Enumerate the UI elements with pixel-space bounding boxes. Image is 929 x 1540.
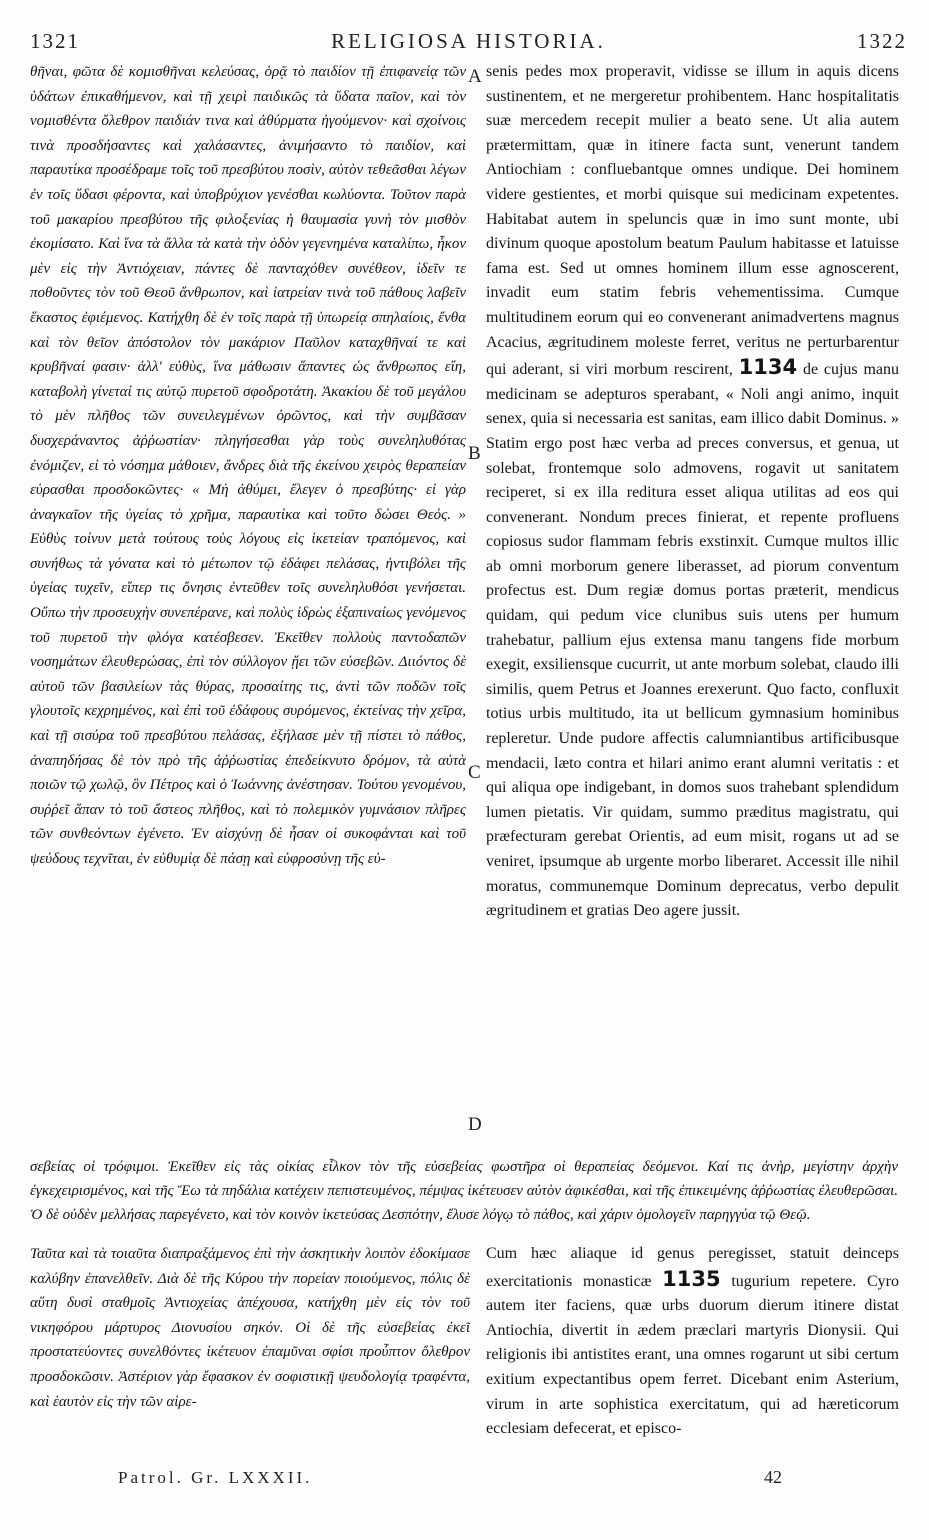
latin-paragraph-bottom	[486, 1242, 899, 1442]
latin-paragraph-top	[486, 60, 899, 924]
sheet-number: 42	[764, 1467, 782, 1487]
greek-text-full: σεβείας οἱ τρόφιμοι. Ἐκεῖθεν εἰς τὰς οἰκίας εἷλκον τὸν τῆς εὐσεβείας φωστῆρα οἱ θεραπείας δεόμενοι. Καί τις ἀνὴρ, μεγίστην ἀρχὴν ἐγκεχειρισμένος, καὶ τῆς Ἕω τὰ πηδάλια κατέχειν πεπιστευμένος, πέμψας ἱκέτευσεν αὐτὸν ἀφικέσθαι, καὶ τῆς ἐπικειμένης ἀῤῥωστίας ἐλευθερῶσαι. Ὁ δὲ οὐδὲν μελλήσας παρεγένετο, καὶ τὸν κοινὸν ἱκετεύσας Δεσπότην, ἔλυσε λόγῳ τὸ πάθος, καὶ χάριν ὁμολογεῖν παρηγγύα τῷ Θεῷ.	[30, 1159, 898, 1223]
latin-column-top	[486, 60, 899, 1120]
margin-marker-a: A	[468, 66, 482, 87]
greek-full-width-passage	[30, 1140, 898, 1242]
latin-text-bottom-b: tugurium repetere. Cyro autem iter faciens, quæ urbs duorum dierum itinere distat Antiochia, divertit in ædem præclari martyris Dionysii. Qui religionis ibi antistites erant, una omnes rogarunt ut sibi certum exitium expectantibus opem ferret. Dicebant enim Asterium, virum in arte sophistica exercitatum, qui ad hæreticorum ecclesiam defecerat, et episco-	[486, 1272, 899, 1438]
margin-marker-b: B	[468, 443, 481, 464]
volume-signature: Patrol. Gr. LXXXII.	[118, 1468, 313, 1487]
latin-text-top-a: senis pedes mox properavit, vidisse se illum in aquis dicens sustinentem, et ne mergeretur prohibentem. Hanc hospitalitatis suæ mercedem recepit mulier a beato sene. Ut alia autem prætermittam, quæ in itinere facta sunt, venerunt tandem Antiochiam : confluebantque omnes undique. Dei hominem videre gestientes, et morbi quisque sui medicinam expetentes. Habitabat autem in speluncis quæ in imo sunt monte, ubi divinum quoque apostolum beatum Paulum habitasse et latuisse fama est. Sed ut omnes hominem illum esse agnoscerent, invadit eum statim febris vehementissima. Cumque multitudinem eorum qui eo convenerant animadvertens magnus Acacius, ægritudinem moleste ferret, veritus ne perturbarentur qui aderant, si viri morbum rescirent,	[486, 63, 899, 379]
margin-marker-d: D	[468, 1114, 482, 1135]
latin-text-top-b: de cujus manu medicinam se adepturos sperabant, « Noli angi animo, inquit senex, quia si necessaria est sanitas, eam illico dabit Dominus. » Statim ergo post hæc verba ad preces conversus, et genua, ut solebat, frontemque solo admovens, rogavit ut sanitatem reciperet, si ex illa reditura esset aliqua utilitas ad eos qui convenerant. Nondum preces finierat, et repente profluens copiosus sudor flammam febris exstinxit. Cumque multos illic ab omni morborum genere liberasset, ad piorum conventum profectus est. Dum regiæ domus portas præterit, mendicus quidam, qui pedum vice clunibus suis utens per humum trahebatur, pallium ejus extensa manu tangens fide morbum exegit, exsiliensque cucurrit, ut ante morbum solebat, claudo illi similis, quem Petrus et Joannes erexerunt. Quo facto, confluxit totius urbis multitudo, ita ut bellicum gymnasium hominibus repleretur. Unde pudore affectis calumniantibus artificibusque mendacii, læto contra et hilari animo erant alumni veritatis : et qui aliqua ope indigebant, in domos suos trahebant splendidum lumen pietatis. Vir quidam, summo præditus magistratu, qui præfecturam gerebat Orientis, ad eum misit, rogans ut ad se veniret, ipsumque ab urgente morbo liberaret. Accessit ille nihil moratus, communemque Dominum deprecatus, verbo depulit ægritudinem et gratias Deo agere jussit.	[486, 361, 899, 920]
right-page-number: 1322	[856, 28, 907, 53]
running-header	[30, 24, 907, 58]
latin-column-bottom	[486, 1242, 899, 1468]
greek-column-top	[30, 60, 466, 1120]
greek-text-bottom: Ταῦτα καὶ τὰ τοιαῦτα διαπραξάμενος ἐπὶ τὴν ἀσκητικὴν λοιπὸν ἐδοκίμασε καλύβην ἐπανελθεῖν. Διὰ δὲ τῆς Κύρου τὴν πορείαν ποιούμενος, πόλις δὲ αὕτη δυσὶ σταθμοῖς Ἀντιοχείας ἀπέχουσα, κατήχθη μὲν εἰς τὸν τοῦ νικηφόρου μάρτυρος Διονυσίου σηκόν. Οἱ δὲ τῆς εὐσεβείας ἐκεῖ προστατεύοντες συνελθόντες ἱκέτευον ἐπαμῦναι σφίσι προὖπτον ὄλεθρον προσδοκῶσιν. Ἀστέριον γὰρ ἔφασκον ἐν σοφιστικῇ ψευδολογίᾳ τραφέντα, καὶ ἑαυτὸν εἰς τὴν τῶν αἱρε-	[30, 1246, 470, 1410]
left-page-number: 1321	[30, 28, 80, 53]
margin-marker-c: C	[468, 762, 481, 783]
greek-column-bottom	[30, 1242, 470, 1468]
column-number-1135: 1135	[662, 1266, 721, 1291]
running-title: RELIGIOSA HISTORIA.	[331, 28, 606, 53]
column-number-1134: 1134	[738, 355, 798, 380]
greek-text-top: θῆναι, φῶτα δὲ κομισθῆναι κελεύσας, ὁρᾷ τὸ παιδίον τῇ ἐπιφανείᾳ τῶν ὑδάτων ἐπικαθήμενον, καὶ τῇ χειρὶ παιδικῶς τὰ ὕδατα παῖον, καὶ τὸν νομισθέντα ὄλεθρον παιδιάν τινα καὶ ἀθύρματα ἡγούμενον· καὶ σχοίνοις τινὰ προσδήσαντες καὶ χαλάσαντες, ἀνιμήσαντο τὸ παιδίον, καὶ παραυτίκα προσέδραμε τοῖς τοῦ πρεσβύτου ποσὶν, αὐτὸν τεθεᾶσθαι λέγων ἐν τοῖς ὕδασι φέροντα, καὶ ὑποβρύχιον γενέσθαι κωλύοντα. Τοῦτον παρὰ τοῦ μακαρίου πρεσβύτου τῆς φιλοξενίας ἡ θαυμασία γυνὴ τὸν μισθὸν ἐκομίσατο. Καὶ ἵνα τὰ ἄλλα τὰ κατὰ τὴν ὁδὸν γεγενημένα καταλίπω, ἧκον μὲν εἰς τὴν Ἀντιόχειαν, πάντες δὲ πανταχόθεν συνέθεον, ἰδεῖν τε ποθοῦντες τὸν τοῦ Θεοῦ ἄνθρωπον, καὶ ἰατρείαν τινὰ τοῦ πάθους λαβεῖν ἕκαστος ἐφιέμενος. Κατήχθη δὲ ἐν τοῖς παρὰ τῇ ὑπωρείᾳ σπηλαίοις, ἔνθα καὶ τὸν θεῖον ἀπόστολον τὸν μακάριον Παῦλον καταχθῆναί τε καὶ κρυβῆναί φασιν· ἀλλ' εὐθὺς, ἵνα μάθωσιν ἅπαντες ὡς ἄνθρωπος εἴη, καταβολὴ γίνεταί τις αὐτῷ πυρετοῦ σφοδροτάτη. Ἀκακίου δὲ τοῦ μεγάλου τὸ μὲν πλῆθος τῶν συνειλεγμένων ὁρῶντος, καὶ τὴν συμβᾶσαν δυσχεράναντος ἀῤῥωστίαν· πληγήσεσθαι γὰρ τοὺς συνεληλυθότας ἐνόμιζεν, εἰ τὸ νόσημα μάθοιεν, ἄνδρες διὰ τῆς ἐκείνου χειρὸς θεραπείαν εὑρασθαι προσδοκῶντες· « Μὴ ἀθύμει, ἔλεγεν ὁ πρεσβύτης· εἰ γὰρ ἀναγκαῖον τῆς ὑγείας τὸ χρῆμα, παραυτίκα καὶ τοῦτο δώσει Θεός. » Εὐθὺς τοίνυν μετὰ τούτους τοὺς λόγους εἰς ἱκετείαν τραπόμενος, καὶ συνήθως τὰ γόνατα καὶ τὸ μέτωπον τῷ ἐδάφει πελάσας, ἠντιβόλει τῆς ὑγείας τυχεῖν, εἴπερ τις ὄνησις ἐντεῦθεν τοῖς συνεληλυθόσι γενήσεται. Οὔπω τὴν προσευχὴν συνεπέρανε, καὶ πολὺς ἱδρὼς ἐξαπιναίως γενόμενος τοῦ πυρετοῦ τὴν φλόγα κατέσβεσεν. Ἐκεῖθεν πολλοὺς παντοδαπῶν νοσημάτων ἐλευθερώσας, ἐπὶ τὸν σύλλογον ᾔει τῶν εὐσεβῶν. Διιόντος δὲ αὐτοῦ τῶν βασιλείων τὰς θύρας, προσαίτης τις, ἀντὶ τῶν ποδῶν τοῖς γλουτοῖς κεχρημένος, καὶ ἐπὶ τοῦ ἐδάφους συρόμενος, ἐκτείνας τὴν χεῖρα, καὶ τῇ σισύρα τοῦ πρεσβύτου πελάσας, ἐξήλασε μὲν τῇ πίστει τὸ πάθος, ἀναπηδήσας δὲ τὸν πρὸ τῆς ἀῤῥωστίας ἐπεδείκνυτο δρόμον, τὰ αὐτὰ ποιῶν τῷ χωλῷ, ὃν Πέτρος καὶ ὁ Ἰωάννης ἀνέστησαν. Τούτου γενομένου, συῤῥεῖ ἅπαν τὸ τοῦ ἄστεος πλῆθος, καὶ τὸ πολεμικὸν γυμνάσιον πλῆρες τῶν συνθεόντων ἐγένετο. Ἐν αἰσχύνῃ δὲ ἦσαν οἱ συκοφάνται καὶ τοῦ ψεύδους τεχνῖται, ἐν εὐθυμίᾳ δὲ πάσῃ καὶ εὐφροσύνῃ τῆς εὐ-	[30, 64, 466, 867]
latin-text-bottom-a: Cum hæc aliaque id genus peregisset, statuit deinceps exercitationis monasticæ	[486, 1245, 899, 1290]
